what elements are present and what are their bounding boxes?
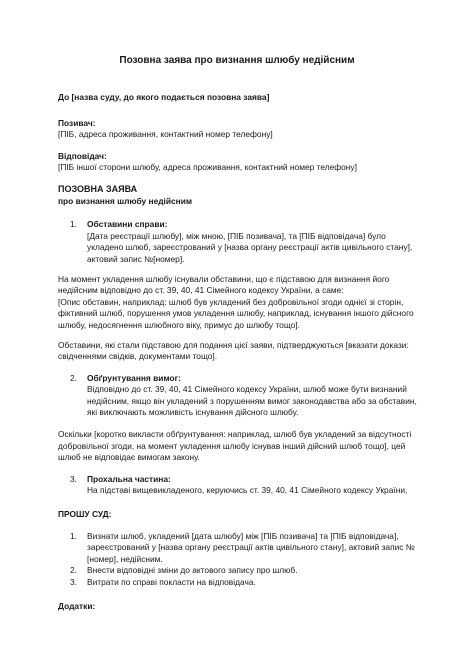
request-heading: ПРОШУ СУД:	[58, 509, 112, 520]
section-text: [Дата реєстрації шлюбу], між мною, [ПІБ позивача], та [ПІБ відповідача] було укладено шлюб, зареєстрований у [назва органу реєстрації актів цивільного стану], актовий запис №[номер].	[87, 230, 413, 264]
list-item-number: 2.	[70, 565, 77, 576]
document-title: Позовна заява про визнання шлюбу недійсним	[119, 55, 355, 66]
list-item-text: Внести відповідні зміни до актового запису про шлюб.	[87, 565, 298, 576]
document-body	[58, 92, 422, 612]
list-item-text: Витрати по справі покласти на відповідача.	[87, 577, 256, 587]
defendant-label: Відповідач:	[58, 150, 107, 161]
list-item-number: 1.	[70, 530, 77, 541]
list-item	[70, 531, 422, 566]
request-list	[58, 531, 422, 589]
section-number: 2.	[70, 372, 77, 383]
paragraph-circumstances-detail: [Опис обставин, наприклад: шлюб був укладений без добровільної згоди однієї зі сторін, фіктивний шлюб, порушення умов укладення шлюбу, наприклад, існування іншого дійсного шлюбу, недосягнення шлюбного віку, примус до шлюбу тощо].	[58, 296, 414, 330]
list-item	[70, 565, 422, 577]
paragraph-evidence: Обставини, які стали підставою для подання цієї заяви, підтверджуються [вказати докази: свідченнями свідків, документами тощо].	[58, 339, 409, 362]
paragraph-reasoning: Оскільки [коротко викласти обґрунтування: наприклад, шлюб був укладений за відсутності добровільної згоди, на момент укладення шлюбу існував інший дійсний шлюб тощо], цей шлюб не відповідає вимогам закону.	[58, 429, 412, 463]
list-item-text: Визнати шлюб, укладений [дата шлюбу] між [ПІБ позивача] та [ПІБ відповідача], зареєстрований у [назва органу реєстрації актів цивільного стану], актовий запис №[номер], недійсним.	[87, 530, 415, 564]
list-item-number: 3.	[70, 577, 77, 587]
claim-heading: ПОЗОВНА ЗАЯВА	[58, 183, 138, 194]
section-title: Обставини справи:	[87, 219, 168, 230]
section-petition	[70, 474, 422, 497]
claim-subheading: про визнання шлюбу недійсним	[58, 195, 193, 206]
list-item	[70, 577, 422, 589]
paragraph-circumstances: На момент укладення шлюбу існували обставини, що є підставою для визнання його недійсним відповідно до ст. 39, 40, 41 Сімейного кодексу України, а саме:	[58, 273, 390, 296]
defendant-value: [ПІБ іншої сторони шлюбу, адреса проживання, контактний номер телефону]	[58, 162, 357, 173]
section-title: Прохальна частина:	[87, 473, 171, 484]
court-line: До [назва суду, до якого подається позовна заява]	[58, 92, 270, 102]
attachments-label: Додатки:	[58, 600, 96, 611]
section-text: На підставі вищевикладеного, керуючись ст. 39, 40, 41 Сімейного кодексу України,	[87, 485, 408, 496]
plaintiff-label: Позивач:	[58, 117, 96, 128]
section-number: 1.	[70, 219, 77, 230]
section-circumstances	[70, 219, 422, 265]
plaintiff-value: [ПІБ, адреса проживання, контактний номер телефону]	[58, 129, 273, 140]
section-number: 3.	[70, 473, 77, 484]
section-title: Обґрунтування вимог:	[87, 372, 181, 383]
section-text: Відповідно до ст. 39, 40, 41 Сімейного кодексу України, шлюб може бути визнаний недійсним, якщо він укладений з порушенням вимог законодавства або за обставин, які виключають можливість існування дійсного шлюбу.	[87, 384, 417, 418]
section-justification	[70, 373, 422, 419]
